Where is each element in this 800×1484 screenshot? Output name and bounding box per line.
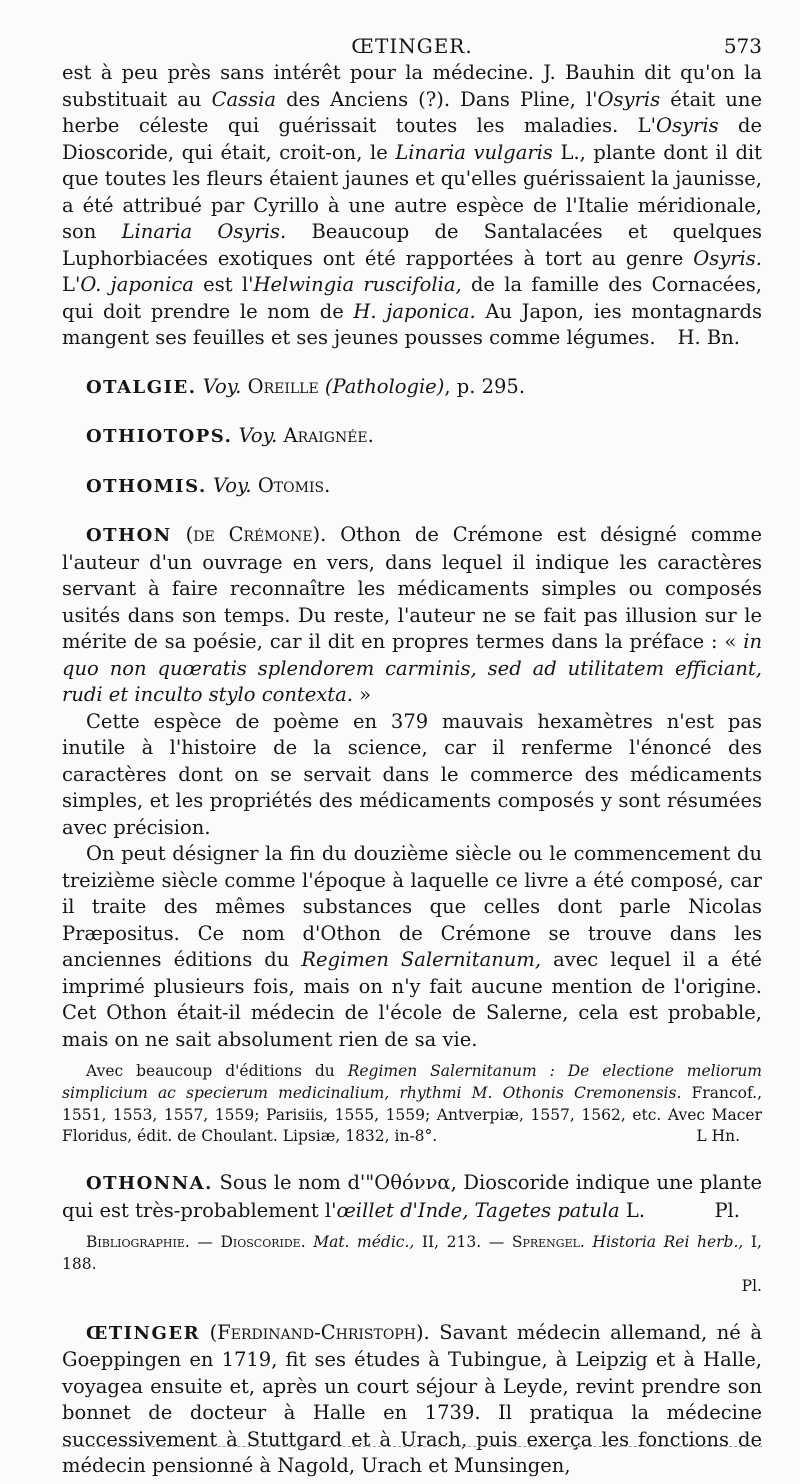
author-signature: H. Bn. (677, 326, 740, 349)
headword: OTHONNA. (86, 1173, 213, 1195)
author-signature: L Hn. (696, 1127, 740, 1146)
othon-paragraph-2: Cette espèce de poème en 379 mauvais hexamètres n'est pas inutile à l'histoire de la science, car il renferme l'énoncé des caractères dont on se servait dans le commerce des médicaments simples, et les propriétés des médicaments composés y sont résumées avec précision. (62, 709, 762, 839)
running-head (62, 34, 762, 60)
headword: OTHON (86, 525, 172, 546)
page-bottom-rule (62, 1446, 762, 1447)
author-signature: Pl. (714, 1198, 740, 1222)
running-title: ŒTINGER. (351, 34, 473, 58)
author-signature: Pl. (741, 1276, 762, 1295)
othon-paragraph-3: On peut désigner la fin du douzième siècle ou le commencement du treizième siècle comme l'époque à laquelle ce livre a été composé, car il traite des mêmes substances que celles dont parle Nicolas Præpositus. Ce nom d'Othon de Crémone se trouve dans les anciennes éditions du Regimen Salernitanum, avec lequel il a été imprimé plusieurs fois, mais on n'y fait aucune mention de l'origine. Cet Othon était-il médecin de l'école de Salerne, cela est probable, mais on ne sait absolument rien de sa vie. (62, 842, 762, 1051)
othon-bibliography: Avec beaucoup d'éditions du Regimen Salernitanum : De electione meliorum simplicium ac specierum medicinalium, rhythmi M. Othonis Cremonensis. Francof., 1551, 1553, 1557, 1559; Parisiis, 1555, 1559; Antverpiæ, 1557, 1562, etc. Avec Macer Floridus, édit. de Choulant. Lipsiæ, 1832, in-8°. L Hn. (62, 1061, 762, 1148)
entry-oetinger: ŒTINGER (Ferdinand-Christoph). Savant médecin allemand, né à Goeppingen en 1719, fit ses études à Tubingue, à Leipzig et à Halle, voyagea ensuite et, après un court séjour à Leyde, revint prendre son bonnet de docteur à Halle en 1739. Il pratiqua la médecine successivement à Stuttgard et à Urach, puis exerça les fonctions de médecin pensionné à Nagold, Urach et Munsingen, (62, 1320, 762, 1478)
headword: ŒTINGER (86, 1322, 201, 1344)
othonna-bibliography: Bibliographie. — Dioscoride. Mat. médic., II, 213. — Sprengel. Historia Rei herb., I, 188. (62, 1233, 762, 1273)
cross-reference: Araignée. (283, 424, 374, 447)
page-body (62, 60, 762, 1480)
entry-otalgie: OTALGIE. Voy. Oreille (Pathologie), p. 295. (86, 374, 526, 398)
osyris-continuation: est à peu près sans intérêt pour la médecine. J. Bauhin dit qu'on la substituait au Cassia des Anciens (?). Dans Pline, l'Osyris était une herbe céleste qui guérissait toutes les maladies. L'Osyris de Dioscoride, qui était, croit-on, le Linaria vulgaris L., plante dont il dit que toutes les fleurs étaient jaunes et qu'elles guérissaient la jaunisse, a été attribué par Cyrillo à une autre espèce de l'Italie méridionale, son Linaria Osyris. Beaucoup de Santalacées et quelques Luphorbiacées exotiques ont été rapportées à tort au genre Osyris. L'O. japonica est l'Helwingia ruscifolia, de la famille des Cornacées, qui doit prendre le nom de H. japonica. Au Japon, ies montagnards mangent ses feuilles et ses jeunes pousses comme légumes. H. Bn. (62, 60, 762, 352)
headword: OTALGIE. (86, 376, 197, 398)
entry-othomis: OTHOMIS. Voy. Otomis. (86, 473, 331, 497)
headword: OTHIOTOPS. (86, 426, 233, 447)
entry-othiotops: OTHIOTOPS. Voy. Araignée. (86, 424, 374, 447)
cross-reference: Otomis. (257, 473, 331, 497)
entry-othonna: OTHONNA. Sous le nom d'"Οθόννα, Dioscoride indique une plante qui est très-probablement l'œillet d'Inde, Tagetes patula L. Pl. (62, 1170, 762, 1224)
headword: OTHOMIS. (86, 475, 207, 497)
entry-othon: OTHON (de Crémone). Othon de Crémone est désigné comme l'auteur d'un ouvrage en vers, dans lequel il indique les caractères servant à faire reconnaître les médicaments simples ou composés usités dans son temps. Du reste, l'auteur ne se fait pas illusion sur le mérite de sa poésie, car il dit en propres termes dans la préface : « in quo non quœratis splendorem carminis, sed ad utilitatem efficiant, rudi et inculto stylo contexta. » (62, 523, 762, 706)
page-number: 573 (723, 34, 762, 58)
cross-reference: Oreille (247, 374, 319, 398)
